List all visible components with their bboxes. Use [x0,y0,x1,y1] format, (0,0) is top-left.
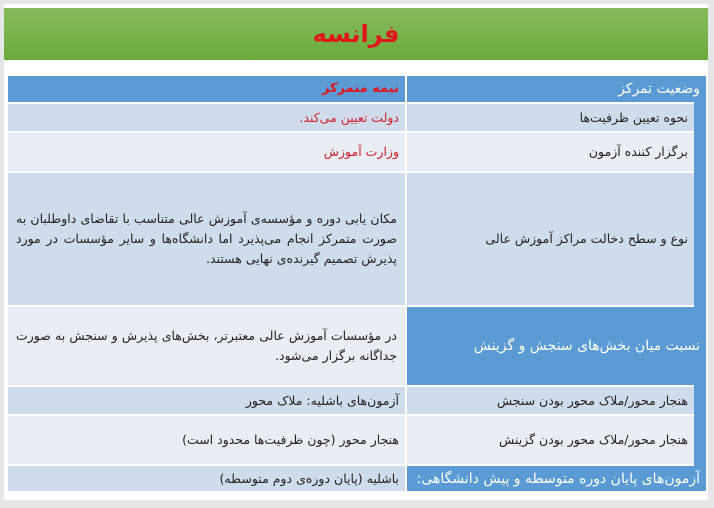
page-title: فرانسه [312,20,400,48]
row-label: نحوه تعیین ظرفیت‌ها [407,104,706,131]
row-label: برگزار کننده آزمون [407,133,706,171]
table-header-row [8,76,706,104]
header-label: وضعیت تمرکز [407,76,706,102]
table-row [8,133,706,173]
table-row [8,307,706,387]
table-row [8,387,706,416]
table-row [8,416,706,466]
row-label: هنجار محور/ملاک محور بودن گزینش [407,416,706,464]
comparison-table [8,76,706,493]
row-label: آزمون‌های پایان دوره متوسطه و پیش دانشگاهی: [407,466,706,491]
row-label: نوع و سطح دخالت مراکز آموزش عالی [407,173,706,305]
table-row [8,104,706,133]
row-value: مکان یابی دوره و مؤسسه‌ی آموزش عالی متناسب با تقاضای داوطلبان به صورت متمرکز انجام می‌پذیرد اما دانشگاه‌ها و سایر مؤسسات در مورد پذیرش تصمیم گیرنده‌ی نهایی هستند. [8,173,407,305]
row-value: در مؤسسات آموزش عالی معتبرتر، بخش‌های پذیرش و سنجش به صورت جداگانه برگزار می‌شود. [8,307,407,385]
row-value: دولت تعیین می‌کند. [8,104,407,131]
table-row [8,173,706,307]
row-value: هنجار محور (چون ظرفیت‌ها محدود است) [8,416,407,464]
content-panel [4,4,708,500]
table-row [8,466,706,493]
header-value: نیمه متمرکز [8,76,407,102]
title-banner [4,8,708,60]
row-value: آزمون‌های باشلیه: ملاک محور [8,387,407,414]
row-label: هنجار محور/ملاک محور بودن سنجش [407,387,706,414]
row-value: باشلیه (پایان دوره‌ی دوم متوسطه) [8,466,407,491]
row-value: وزارت آموزش [8,133,407,171]
row-label: نسبت میان بخش‌های سنجش و گزینش [407,307,706,385]
